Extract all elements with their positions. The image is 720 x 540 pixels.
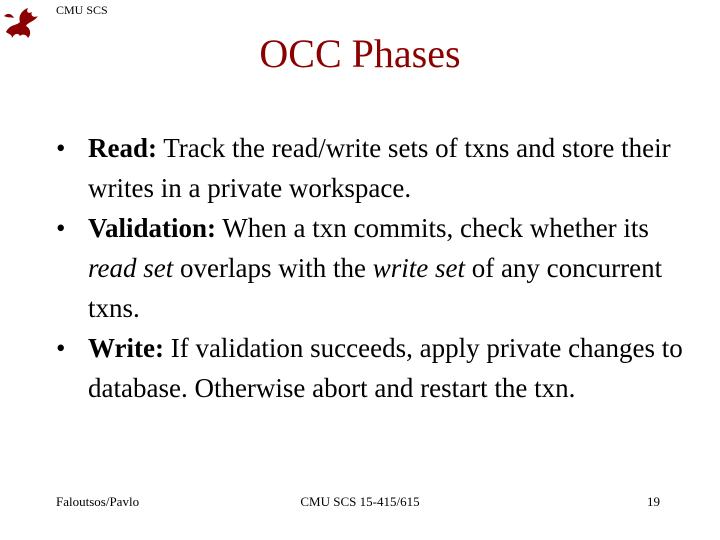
footer-author: Faloutsos/Pavlo: [56, 494, 140, 509]
bullet-text: of any concurrent txns.: [88, 253, 663, 323]
bullet-write: [56, 328, 696, 408]
bullet-marker: •: [56, 213, 66, 243]
bullet-text: If validation succeeds, apply private changes to database. Otherwise abort and restart the txn.: [88, 333, 683, 403]
bullet-list: [56, 128, 696, 408]
bullet-text: When a txn commits, check whether its: [216, 213, 649, 243]
bullet-label: Validation:: [88, 213, 217, 243]
bullet-label: Read:: [88, 133, 157, 163]
footer-course: CMU SCS 15-415/615: [300, 494, 420, 509]
bullet-read: [56, 128, 696, 208]
bullet-text: overlaps with the: [173, 253, 373, 283]
bullet-emphasis: read set: [88, 253, 174, 283]
slide-title: OCC Phases: [259, 31, 461, 76]
bullet-emphasis: write set: [372, 253, 465, 283]
bullet-marker: •: [56, 133, 66, 163]
bullet-marker: •: [56, 333, 66, 363]
bullet-text: Track the read/write sets of txns and store their writes in a private workspace.: [88, 133, 671, 203]
org-label: CMU SCS: [56, 3, 108, 17]
bullet-label: Write:: [88, 333, 164, 363]
bullet-validation: [56, 208, 696, 328]
page-number: 19: [647, 494, 660, 509]
